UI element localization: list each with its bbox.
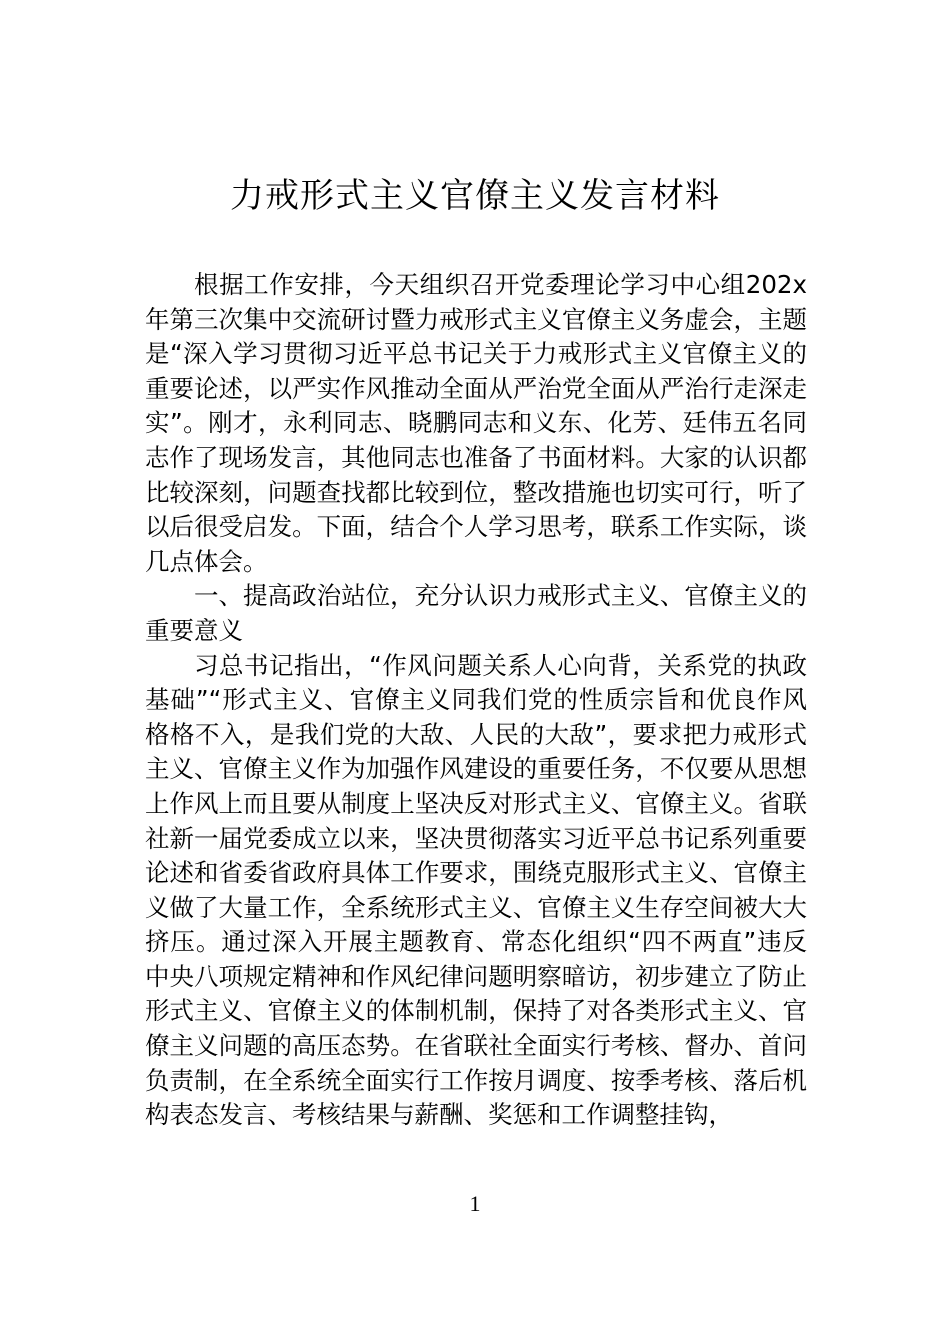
body-paragraph: 习总书记指出，“作风问题关系人心向背，关系党的执政基础”“形式主义、官僚主义同我们党的性质宗旨和优良作风格格不入，是我们党的大敌、人民的大敌”，要求把力戒形式主义、官僚主义作为加强作风建设的重要任务，不仅要从思想上作风上而且要从制度上坚决反对形式主义、官僚主义。省联社新一届党委成立以来，坚决贯彻落实习近平总书记系列重要论述和省委省政府具体工作要求，围绕克服形式主义、官僚主义做了大量工作，全系统形式主义、官僚主义生存空间被大大挤压。通过深入开展主题教育、常态化组织“四不两直”违反中央八项规定精神和作风纪律问题明察暗访，初步建立了防止形式主义、官僚主义的体制机制，保持了对各类形式主义、官僚主义问题的高压态势。在省联社全面实行考核、督办、首问负责制，在全系统全面实行工作按月调度、按季考核、落后机构表态发言、考核结果与薪酬、奖惩和工作调整挂钩， — [145, 650, 807, 1130]
intro-paragraph: 根据工作安排，今天组织召开党委理论学习中心组202x年第三次集中交流研讨暨力戒形式主义官僚主义务虚会，主题是“深入学习贯彻习近平总书记关于力戒形式主义官僚主义的重要论述，以严实作风推动全面从严治党全面从严治行走深走实”。刚才，永利同志、晓鹏同志和义东、化芳、廷伟五名同志作了现场发言，其他同志也准备了书面材料。大家的认识都比较深刻，问题查找都比较到位，整改措施也切实可行，听了以后很受启发。下面，结合个人学习思考，联系工作实际，谈几点体会。 — [145, 270, 807, 576]
document-body — [145, 268, 807, 1133]
document-title: 力戒形式主义官僚主义发言材料 — [230, 176, 720, 216]
page-number: 1 — [469, 1191, 481, 1216]
section-heading: 一、提高政治站位，充分认识力戒形式主义、官僚主义的重要意义 — [145, 581, 807, 645]
